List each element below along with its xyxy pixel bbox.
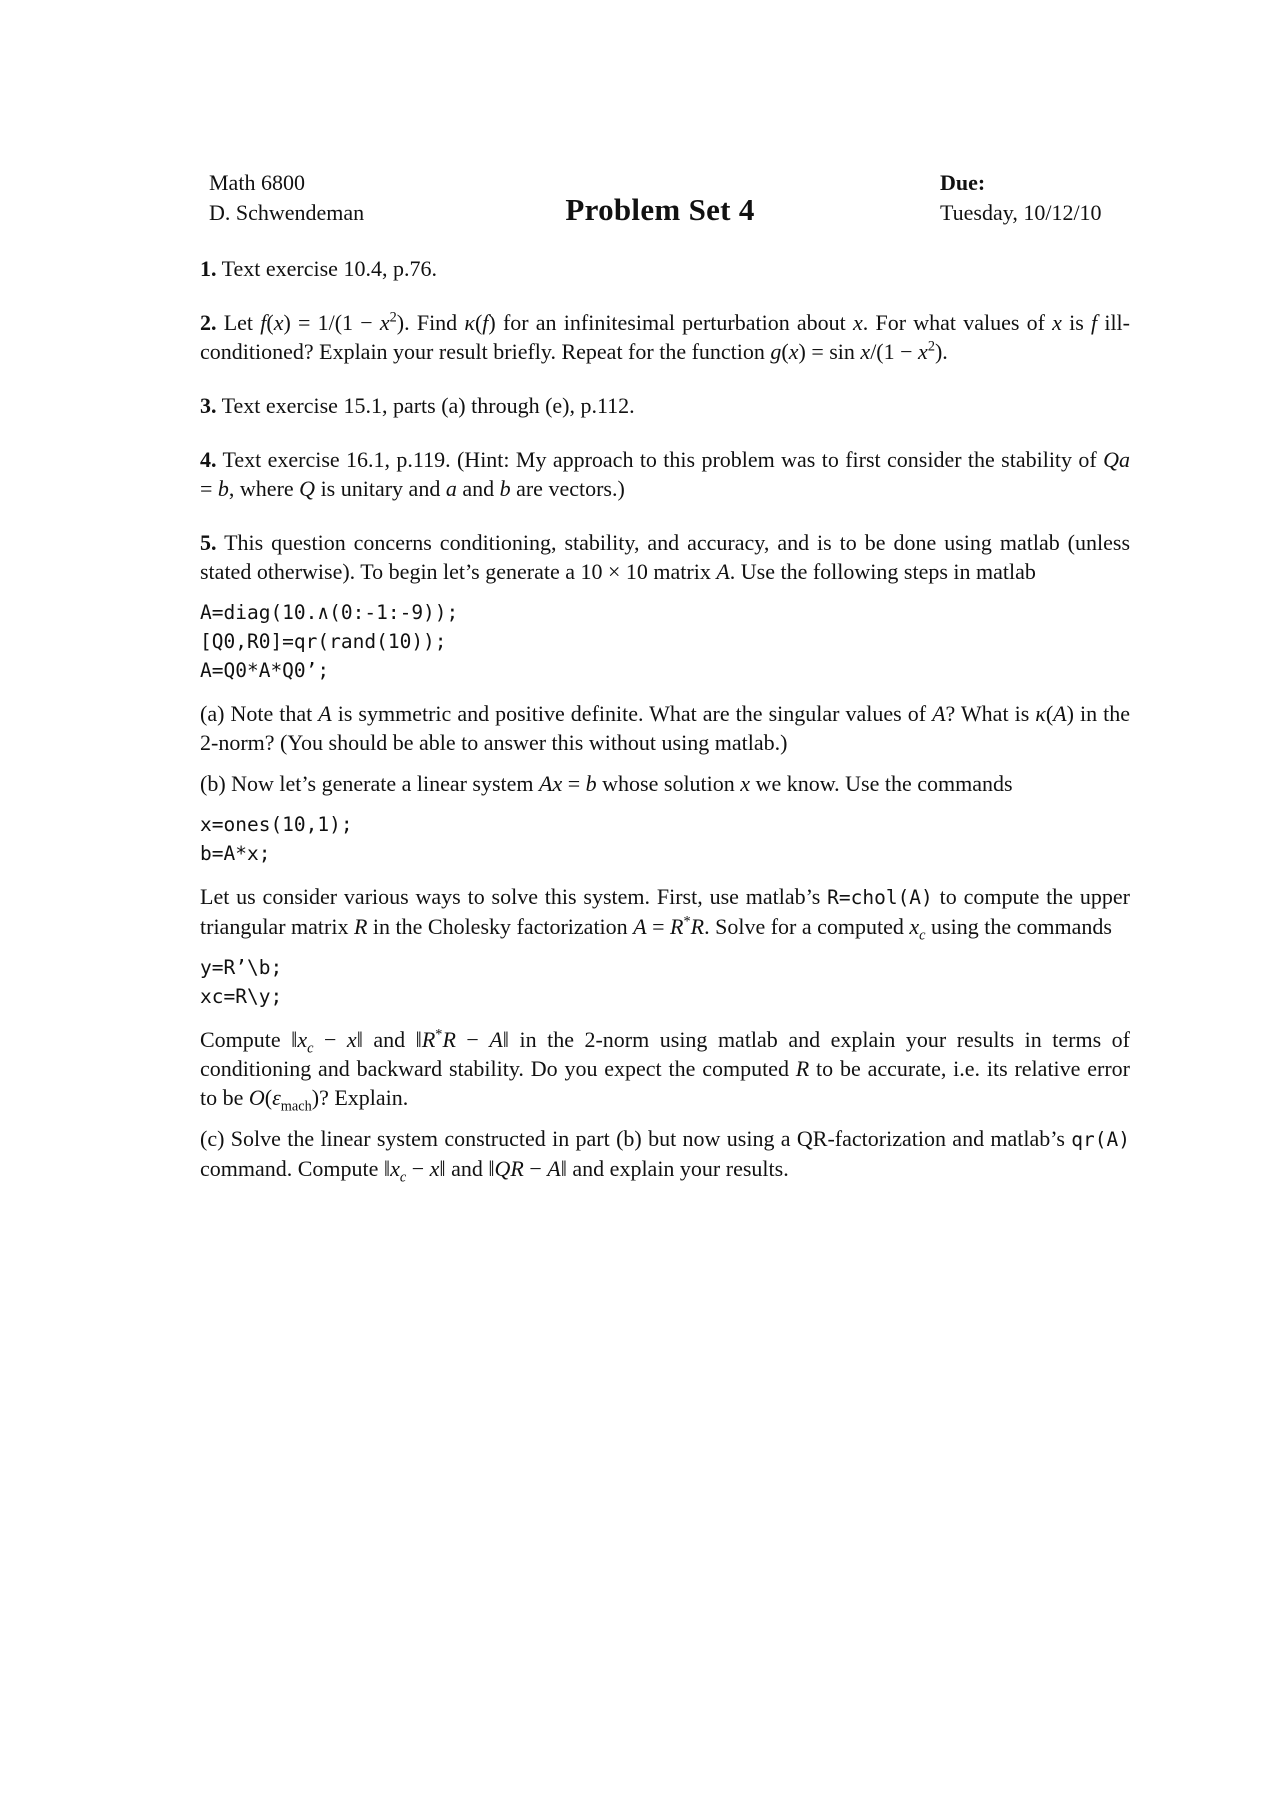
- problem-1: [200, 254, 1130, 283]
- math: Ax: [539, 771, 563, 796]
- math: R: [353, 914, 368, 939]
- text: is: [1061, 310, 1091, 335]
- text: This question concerns conditioning, stability, and accuracy, and is to be done using matlab (unless stated otherwise). To begin let’s generate a 10 × 10 matrix: [200, 530, 1131, 584]
- problem-4: [200, 445, 1130, 503]
- text: are vectors.): [510, 476, 625, 501]
- subscript: c: [399, 1169, 407, 1186]
- text: using the commands: [925, 914, 1112, 939]
- math: g: [770, 339, 782, 364]
- code-block-system: [200, 810, 1130, 868]
- math: O: [248, 1085, 265, 1110]
- superscript: *: [683, 913, 691, 930]
- math: x: [918, 339, 928, 364]
- problem-number: 1.: [200, 256, 217, 281]
- math: R: [690, 914, 705, 939]
- code-line: A=diag(10.∧(0:-1:-9));: [200, 601, 459, 624]
- math: x: [860, 339, 871, 364]
- text: =: [562, 771, 586, 796]
- text: Let: [223, 310, 261, 335]
- text: ‖ in the 2-norm using matlab and explain your results in terms of conditioning and backward stability. Do you expect the computed: [200, 1027, 1130, 1081]
- part-c: [200, 1124, 1130, 1186]
- text: =: [200, 476, 218, 501]
- text: −: [313, 1027, 347, 1052]
- text: ) for an infinitesimal perturbation about: [488, 310, 853, 335]
- math: b: [585, 771, 597, 796]
- subscript: mach: [280, 1098, 312, 1115]
- text: ) in the 2-norm? (You should be able to answer this without using matlab.): [200, 701, 1130, 755]
- text: −: [523, 1156, 548, 1181]
- text: whose solution: [596, 771, 741, 796]
- code-line: x=ones(10,1);: [200, 813, 353, 836]
- text: /(1 −: [870, 339, 919, 364]
- math: x: [788, 339, 799, 364]
- problem-5: [200, 528, 1131, 1186]
- problem-number: 4.: [200, 447, 217, 472]
- due-date: Tuesday, 10/12/10: [940, 200, 1102, 225]
- text: , where: [228, 476, 300, 501]
- text: ‖ and explain your results.: [560, 1156, 789, 1181]
- text: ? What is: [945, 701, 1036, 726]
- inline-code: R=chol(A): [827, 886, 933, 909]
- part-b-compute: [200, 1025, 1130, 1115]
- page-title: Problem Set 4: [565, 192, 755, 227]
- text: to be accurate, i.e. its relative error to be: [200, 1056, 1130, 1110]
- math: b: [499, 476, 511, 501]
- math: A: [633, 914, 647, 939]
- math: A: [932, 701, 946, 726]
- math: Q: [299, 476, 316, 501]
- text: . For what values of: [862, 310, 1053, 335]
- text: )? Explain.: [311, 1085, 409, 1110]
- text: is symmetric and positive definite. What are the singular values of: [331, 701, 933, 726]
- math: f: [260, 310, 267, 335]
- code-line: xc=R\y;: [200, 985, 283, 1008]
- math: A: [489, 1027, 503, 1052]
- code-line: y=R’\b;: [200, 956, 283, 979]
- math: A: [716, 559, 730, 584]
- text: Compute ‖: [200, 1027, 298, 1052]
- problem-number: 2.: [200, 310, 217, 335]
- text: =: [646, 914, 671, 939]
- code-line: b=A*x;: [200, 842, 271, 865]
- text: and: [456, 476, 500, 501]
- problem-number: 3.: [200, 393, 217, 418]
- due-info: [940, 168, 1102, 228]
- math: QR: [494, 1156, 524, 1181]
- code-block-solve: [200, 953, 1130, 1011]
- page-header: [0, 168, 1280, 238]
- text: ‖ and ‖: [356, 1027, 422, 1052]
- problem-5-intro: [200, 528, 1130, 586]
- problem-text: Text exercise 10.4, p.76.: [221, 256, 437, 281]
- inline-code: qr(A): [1071, 1128, 1130, 1151]
- text: ) = 1/(1 −: [283, 310, 380, 335]
- due-label: Due:: [940, 170, 986, 195]
- text: (: [266, 310, 274, 335]
- math: R: [795, 1056, 810, 1081]
- text: (: [264, 1085, 273, 1110]
- math: A: [547, 1156, 561, 1181]
- problem-text: Text exercise 15.1, parts (a) through (e), p.112.: [221, 393, 635, 418]
- course-name: Math 6800: [209, 170, 305, 195]
- text: (b) Now let’s generate a linear system: [200, 771, 540, 796]
- math: κ: [464, 310, 475, 335]
- code-block-setup: [200, 598, 1130, 685]
- text: Text exercise 16.1, p.119. (Hint: My approach to this problem was to first consider the stability of: [222, 447, 1104, 472]
- code-line: A=Q0*A*Q0’;: [200, 659, 330, 682]
- text: (c) Solve the linear system constructed in part (b) but now using a QR-factorization and matlab’s: [200, 1126, 1072, 1151]
- text: . Use the following steps in matlab: [729, 559, 1036, 584]
- code-line: [Q0,R0]=qr(rand(10));: [200, 630, 447, 653]
- text: ). Find: [396, 310, 465, 335]
- math: x: [852, 310, 863, 335]
- text: ).: [934, 339, 948, 364]
- math: x: [1052, 310, 1062, 335]
- math: R: [442, 1027, 456, 1052]
- math: R: [421, 1027, 436, 1052]
- math: x: [429, 1156, 440, 1181]
- instructor-name: D. Schwendeman: [209, 200, 365, 225]
- math: x: [909, 914, 920, 939]
- math: a: [445, 476, 457, 501]
- math: A: [1053, 701, 1067, 726]
- problem-list: [200, 254, 1130, 1195]
- math: b: [217, 476, 229, 501]
- superscript: 2: [927, 338, 935, 355]
- problem-2: [200, 308, 1130, 366]
- subscript: c: [919, 927, 926, 944]
- math: ε: [272, 1085, 281, 1110]
- text: (a) Note that: [200, 701, 319, 726]
- text: Let us consider various ways to solve this system. First, use matlab’s: [200, 884, 828, 909]
- math: Qa: [1103, 447, 1130, 472]
- text: is unitary and: [315, 476, 446, 501]
- math: κ: [1035, 701, 1046, 726]
- math: x: [740, 771, 751, 796]
- superscript: 2: [389, 309, 397, 326]
- part-a: [200, 699, 1130, 757]
- math: A: [318, 701, 332, 726]
- math: x: [297, 1027, 308, 1052]
- text: ill-conditioned? Explain your result briefly. Repeat for the function: [200, 310, 1130, 364]
- problem-number: 5.: [200, 530, 217, 555]
- text: −: [455, 1027, 490, 1052]
- text: (: [474, 310, 483, 335]
- problem-3: [200, 391, 1130, 420]
- subscript: c: [307, 1040, 314, 1057]
- text: in the Cholesky factorization: [367, 914, 634, 939]
- text: −: [406, 1156, 430, 1181]
- math: R: [670, 914, 684, 939]
- text: (: [1045, 701, 1054, 726]
- math: f: [482, 310, 489, 335]
- math: x: [379, 310, 390, 335]
- superscript: *: [435, 1026, 443, 1043]
- text: command. Compute ‖: [200, 1156, 391, 1181]
- math: x: [390, 1156, 400, 1181]
- text: . Solve for a computed: [704, 914, 910, 939]
- text: (: [781, 339, 789, 364]
- math: x: [346, 1027, 357, 1052]
- text: ) = sin: [798, 339, 861, 364]
- math: f: [1091, 310, 1098, 335]
- math: x: [273, 310, 284, 335]
- part-b-cholesky: [200, 882, 1130, 944]
- text: we know. Use the commands: [750, 771, 1013, 796]
- text: ‖ and ‖: [439, 1156, 495, 1181]
- part-b: [200, 769, 1130, 798]
- text: to compute the upper triangular matrix: [200, 884, 1130, 939]
